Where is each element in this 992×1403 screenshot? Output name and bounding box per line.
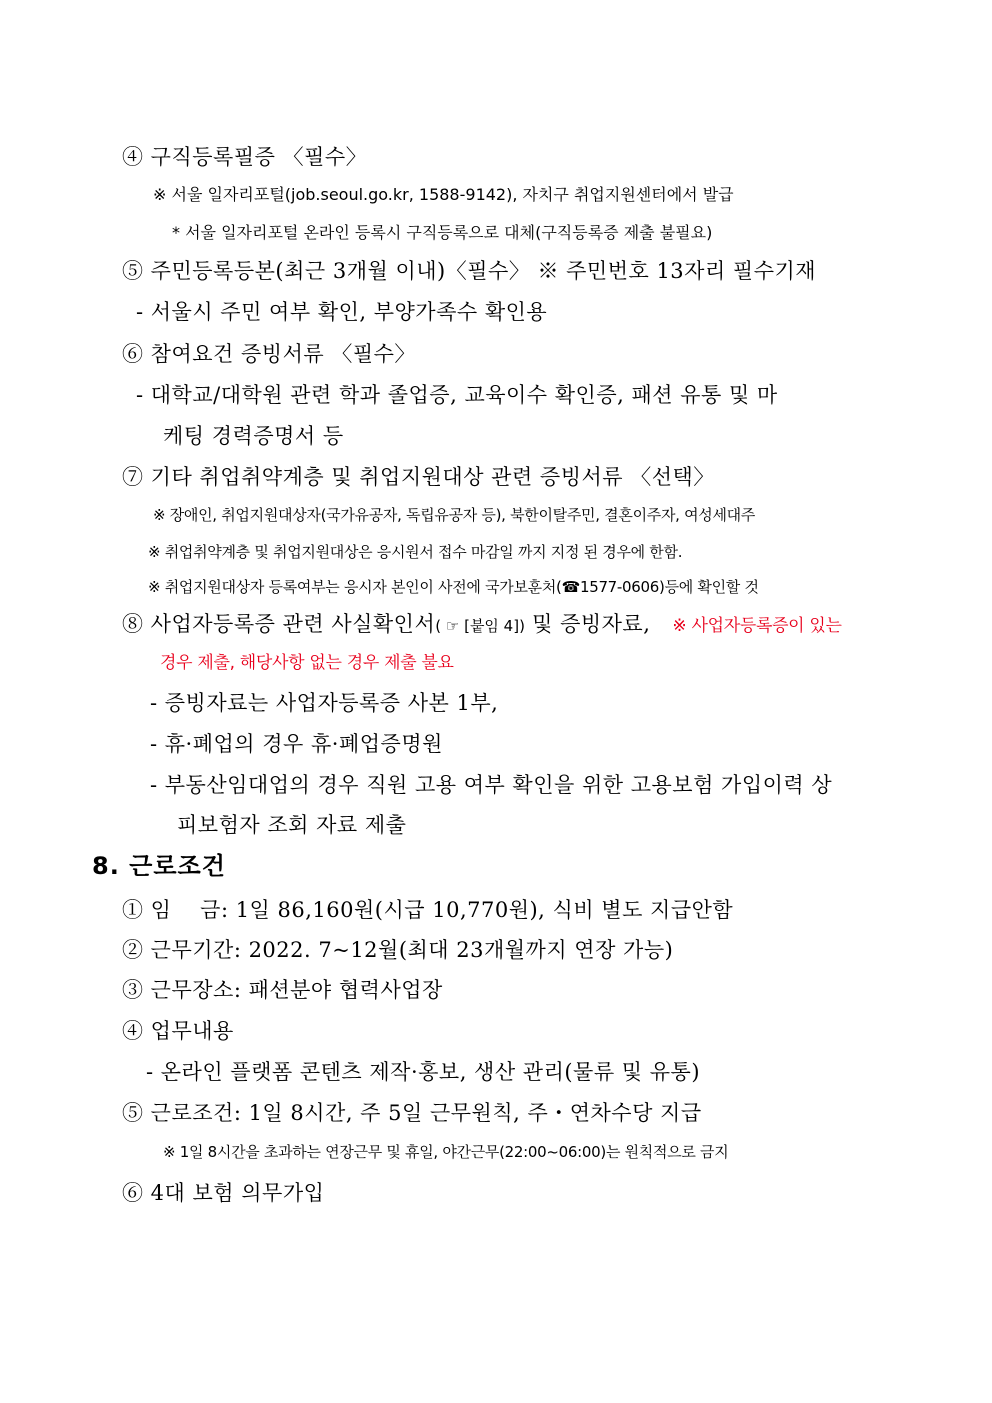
note-online-registration: * 서울 일자리포털 온라인 등록시 구직등록으로 대체(구직등록증 제출 불필요) — [172, 223, 713, 242]
note-seoul-job-portal: ※ 서울 일자리포털(job.seoul.go.kr, 1588-9142), 자치구 취업지원센터에서 발급 — [153, 185, 734, 204]
item-working-terms: ⑤ 근로조건: 1일 8시간, 주 5일 근무원칙, 주・연차수당 지급 — [122, 1101, 702, 1125]
item-proof-copy: - 증빙자료는 사업자등록증 사본 1부, — [150, 691, 499, 715]
item-business-registration-tail: 및 증빙자료, — [524, 612, 651, 636]
item-business-registration — [122, 609, 842, 641]
note-vulnerable-group-deadline: ※ 취업취약계층 및 취업지원대상은 응시원서 접수 마감일 까지 지정 된 경우에 한함. — [148, 543, 683, 561]
item-vulnerable-group-documents: ⑦ 기타 취업취약계층 및 취업지원대상 관련 증빙서류 〈선택〉 — [122, 465, 715, 489]
item-resident-registration-detail: - 서울시 주민 여부 확인, 부양가족수 확인용 — [136, 300, 548, 324]
item-business-registration-label: ⑧ 사업자등록증 관련 사실확인서 — [122, 612, 436, 636]
item-job-duties-detail: - 온라인 플랫폼 콘텐츠 제작·홍보, 생산 관리(물류 및 유통) — [146, 1060, 701, 1084]
item-job-duties: ④ 업무내용 — [122, 1019, 234, 1043]
item-real-estate-rental-cont: 피보험자 조회 자료 제출 — [177, 813, 407, 837]
item-closure-certificate: - 휴·폐업의 경우 휴·폐업증명원 — [150, 732, 443, 756]
item-work-period: ② 근무기간: 2022. 7~12월(최대 23개월까지 연장 가능) — [122, 938, 674, 962]
item-real-estate-rental: - 부동산임대업의 경우 직원 고용 여부 확인을 위한 고용보험 가입이력 상 — [150, 773, 833, 797]
item-eligibility-documents-detail: - 대학교/대학원 관련 학과 졸업증, 교육이수 확인증, 패션 유통 및 마 — [136, 383, 778, 407]
item-resident-registration: ⑤ 주민등록등본(최근 3개월 이내)〈필수〉 ※ 주민번호 13자리 필수기재 — [122, 259, 817, 283]
note-vulnerable-group-list: ※ 장애인, 취업지원대상자(국가유공자, 독립유공자 등), 북한이탈주민, 결혼이주자, 여성세대주 — [153, 506, 756, 524]
section-heading-working-conditions: 8. 근로조건 — [92, 852, 226, 880]
business-registration-notice-cont: 경우 제출, 해당사항 없는 경우 제출 불요 — [160, 653, 454, 673]
note-overtime-prohibited: ※ 1일 8시간을 초과하는 연장근무 및 휴일, 야간근무(22:00~06:00)는 원칙적으로 금지 — [163, 1143, 729, 1161]
business-registration-notice: ※ 사업자등록증이 있는 — [672, 616, 842, 636]
item-wage: ① 임 금: 1일 86,160원(시급 10,770원), 식비 별도 지급안함 — [122, 898, 734, 922]
item-social-insurance: ⑥ 4대 보험 의무가입 — [122, 1181, 325, 1205]
note-veterans-registration: ※ 취업지원대상자 등록여부는 응시자 본인이 사전에 국가보훈처(☎1577-0606)등에 확인할 것 — [148, 578, 759, 596]
attachment-reference: ( ☞ [붙임 4]) — [435, 617, 525, 635]
item-eligibility-documents-detail-cont: 케팅 경력증명서 등 — [163, 424, 344, 448]
item-work-location: ③ 근무장소: 패션분야 협력사업장 — [122, 978, 443, 1002]
item-job-registration-certificate: ④ 구직등록필증 〈필수〉 — [122, 145, 368, 169]
item-eligibility-documents: ⑥ 참여요건 증빙서류 〈필수〉 — [122, 342, 416, 366]
